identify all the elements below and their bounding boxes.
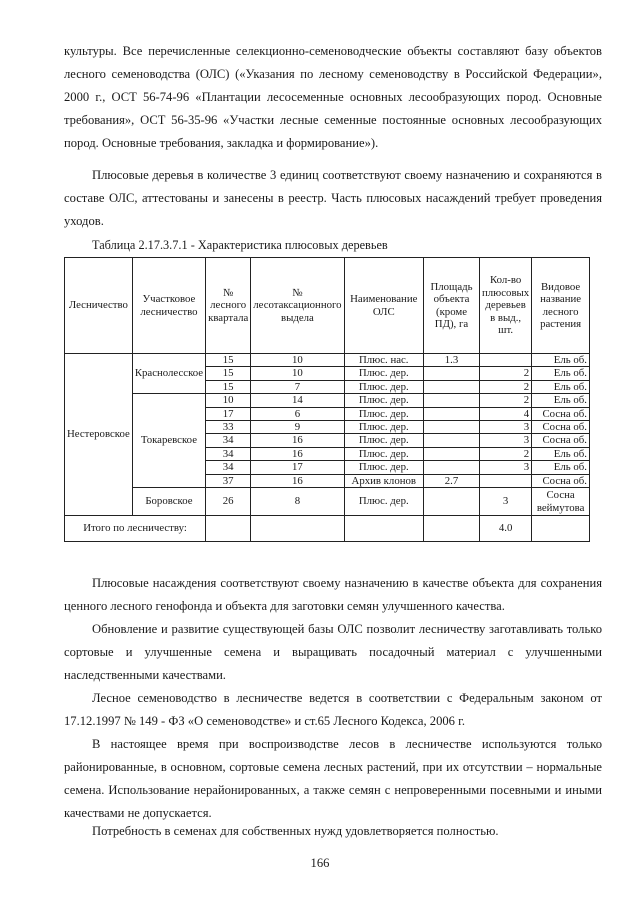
table-total-row [65,516,590,542]
ols-cell: Плюс. дер. [344,421,423,434]
allotment-cell: 10 [251,367,344,380]
area-cell [423,394,479,407]
ols-cell: Плюс. дер. [344,367,423,380]
quarter-cell: 34 [206,434,251,447]
count-cell: 2 [480,367,532,380]
total-label: Итого по лесничеству: [65,516,206,542]
species-cell: Сосна об. [532,421,590,434]
count-cell: 2 [480,380,532,393]
species-cell: Сосна веймутова [532,488,590,516]
quarter-cell: 34 [206,447,251,460]
header-forestry: Лесничество [65,258,133,354]
empty-cell [206,516,251,542]
count-cell [480,474,532,487]
quarter-cell: 37 [206,474,251,487]
area-cell [423,421,479,434]
header-area: Площадь объекта (кроме ПД), га [423,258,479,354]
allotment-cell: 16 [251,434,344,447]
paragraph-plus-stands: Плюсовые насаждения соответствуют своему назначению в качестве объекта для сохранения ценного лесного генофонда и объекта для заготовки семян улучшенного качества. [64,576,602,613]
table-caption: Таблица 2.17.3.7.1 - Характеристика плюсовых деревьев [92,238,388,252]
paragraph-legislation: Лесное семеноводство в лесничестве ведется в соответствии с Федеральным законом от 17.12.1997 № 149 - ФЗ «О семеноводстве» и ст.65 Лесного Кодекса, 2006 г. [64,691,602,728]
ols-cell: Плюс. дер. [344,394,423,407]
allotment-cell: 16 [251,474,344,487]
count-cell: 2 [480,447,532,460]
count-cell [480,354,532,367]
area-cell [423,407,479,420]
area-cell [423,488,479,516]
species-cell: Сосна об. [532,434,590,447]
paragraph-seed-usage: В настоящее время при воспроизводстве лесов в лесничестве используются только районированные, в основном, сортовые семена лесных растений, при их отсутствии – нормальные семена. Использование нерайонированных, а также семян с непроверенными посевными и иными качествами не допускается. [64,737,602,820]
header-section: Участковое лесничество [132,258,205,354]
plus-trees-table [64,257,590,542]
allotment-cell: 8 [251,488,344,516]
section-krasnolesskoe: Краснолесское [132,354,205,394]
count-cell: 3 [480,434,532,447]
header-quarter: № лесного квартала [206,258,251,354]
species-cell: Сосна об. [532,407,590,420]
area-cell: 2.7 [423,474,479,487]
quarter-cell: 17 [206,407,251,420]
ols-cell: Плюс. дер. [344,488,423,516]
count-cell: 3 [480,488,532,516]
allotment-cell: 17 [251,461,344,474]
area-cell: 1.3 [423,354,479,367]
quarter-cell: 15 [206,354,251,367]
section-tokarevskoe: Токаревское [132,394,205,488]
header-species: Видовое название лесного растения [532,258,590,354]
species-cell: Ель об. [532,380,590,393]
empty-cell [423,516,479,542]
ols-cell: Плюс. дер. [344,434,423,447]
species-cell: Ель об. [532,354,590,367]
empty-cell [251,516,344,542]
allotment-cell: 9 [251,421,344,434]
table-header-row [65,258,590,354]
area-cell [423,380,479,393]
allotment-cell: 16 [251,447,344,460]
area-cell [423,461,479,474]
page-number: 166 [310,856,330,870]
empty-cell [532,516,590,542]
species-cell: Ель об. [532,461,590,474]
allotment-cell: 6 [251,407,344,420]
allotment-cell: 10 [251,354,344,367]
paragraph-seed-needs: Потребность в семенах для собственных нужд удовлетворяется полностью. [92,824,499,838]
table-row [65,488,590,516]
count-cell: 3 [480,461,532,474]
forestry-name-cell: Нестеровское [65,354,133,516]
quarter-cell: 26 [206,488,251,516]
total-count: 4.0 [480,516,532,542]
table-row [65,354,590,367]
ols-cell: Плюс. дер. [344,380,423,393]
ols-cell: Архив клонов [344,474,423,487]
area-cell [423,447,479,460]
quarter-cell: 10 [206,394,251,407]
count-cell: 3 [480,421,532,434]
ols-cell: Плюс. дер. [344,407,423,420]
table-row [65,394,590,407]
allotment-cell: 7 [251,380,344,393]
area-cell [423,367,479,380]
plus-trees-paragraph: Плюсовые деревья в количестве 3 единиц соответствуют своему назначению и сохраняются в составе ОЛС, аттестованы и занесены в реестр. Часть плюсовых насаждений требует проведения уходов. [64,168,602,228]
species-cell: Сосна об. [532,474,590,487]
species-cell: Ель об. [532,394,590,407]
ols-cell: Плюс. дер. [344,461,423,474]
intro-paragraph: культуры. Все перечисленные селекционно-семеноводческие объекты составляют базу объектов лесного семеноводства (ОЛС) («Указания по лесному семеноводству в Российской Федерации», 2000 г., ОСТ 56-74-96 «Плантации лесосеменные основных лесообразующих пород. Основные требования», ОСТ 56-35-96 «Участки лесные семенные постоянные основных лесообразующих пород. Основные требования, закладка и формирование»). [64,44,602,150]
count-cell: 4 [480,407,532,420]
header-ols-name: Наименование ОЛС [344,258,423,354]
quarter-cell: 15 [206,367,251,380]
header-allotment: № лесотаксационного выдела [251,258,344,354]
quarter-cell: 15 [206,380,251,393]
count-cell: 2 [480,394,532,407]
species-cell: Ель об. [532,447,590,460]
ols-cell: Плюс. дер. [344,447,423,460]
paragraph-ols-development: Обновление и развитие существующей базы ОЛС позволит лесничеству заготавливать только сортовые и улучшенные семена и выращивать посадочный материал с улучшенными наследственными качествами. [64,622,602,682]
header-count: Кол-во плюсовых деревьев в выд., шт. [480,258,532,354]
area-cell [423,434,479,447]
allotment-cell: 14 [251,394,344,407]
quarter-cell: 34 [206,461,251,474]
quarter-cell: 33 [206,421,251,434]
empty-cell [344,516,423,542]
ols-cell: Плюс. нас. [344,354,423,367]
species-cell: Ель об. [532,367,590,380]
section-borovskoe: Боровское [132,488,205,516]
